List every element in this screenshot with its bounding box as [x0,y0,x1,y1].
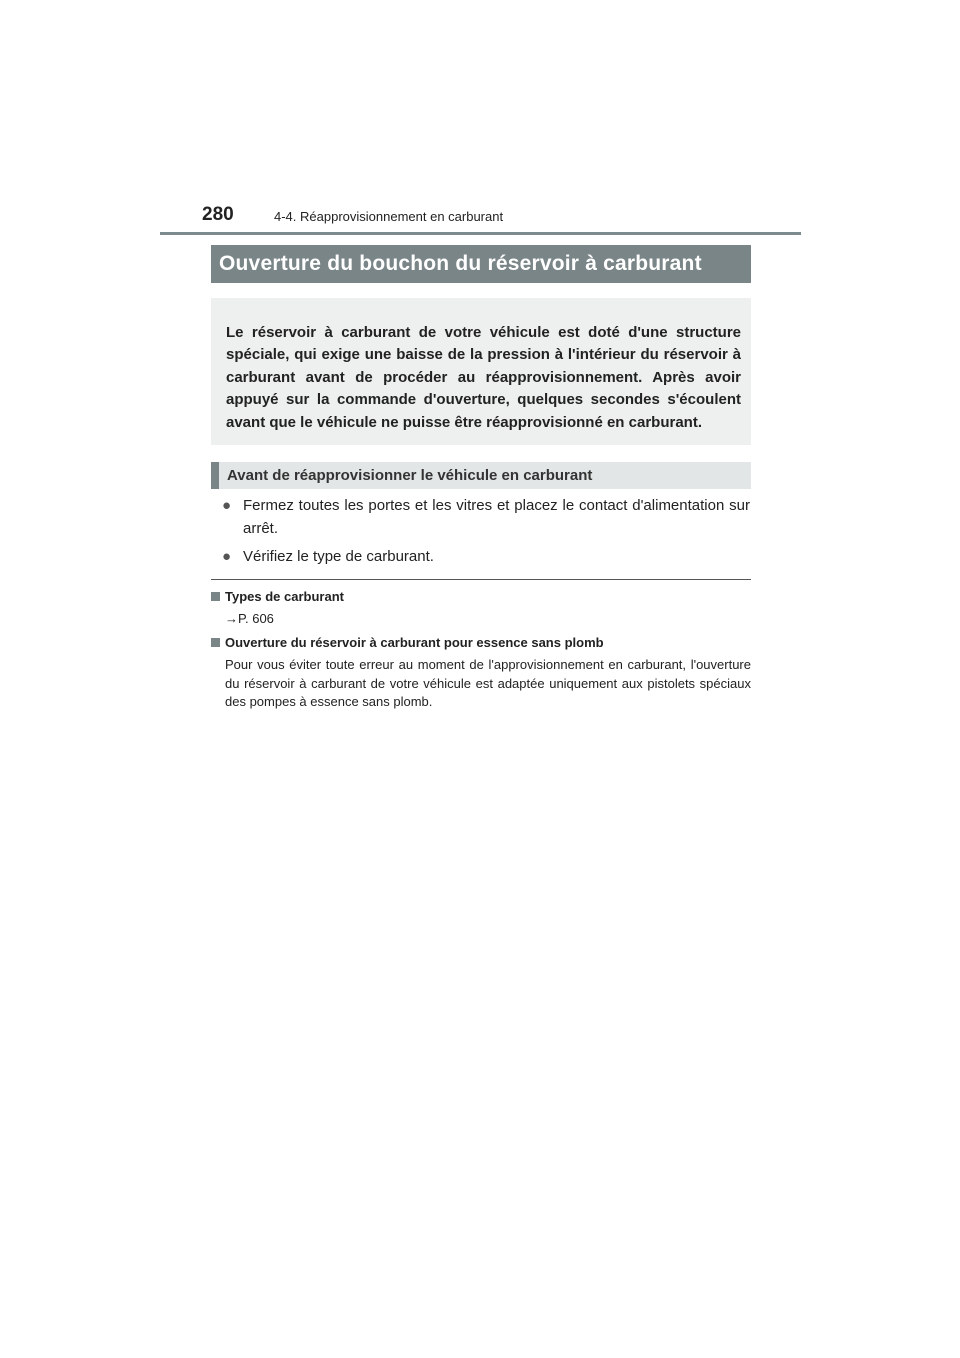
bullet-icon: ● [222,497,232,514]
list-item [222,545,750,568]
intro-text: Le réservoir à carburant de votre véhicule est doté d'une structure spéciale, qui exige une baisse de la pression à l'intérieur du réservoir à carburant avant de procéder au réapprovisionnement. Après avoir appuyé sur la commande d'ouverture, quelques secondes s'écoulent avant que le véhicule ne puisse être réapprovisionné en carburant. [226,324,741,431]
note [211,634,751,712]
page-title: Ouverture du bouchon du réservoir à carburant [211,245,751,283]
subheader-bar [211,462,219,489]
divider [211,579,751,580]
list-item [222,494,750,540]
note-heading [211,588,751,606]
section-title: 4-4. Réapprovisionnement en carburant [274,209,504,224]
subheader-text: Avant de réapprovisionner le véhicule en carburant [227,467,593,484]
note-heading-text: Ouverture du réservoir à carburant pour essence sans plomb [225,635,604,650]
page-number: 280 [202,204,234,225]
square-bullet-icon [211,638,220,647]
note-heading-text: Types de carburant [225,589,344,604]
bullet-icon: ● [222,548,232,565]
note-heading [211,634,751,652]
note-body: Pour vous éviter toute erreur au moment de l'approvisionnement en carburant, l'ouverture du réservoir à carburant de votre véhicule est adaptée uniquement aux pistolets spéciaux des pompes à essence sans plomb. [225,657,751,709]
note [211,588,751,629]
subheader [211,462,751,489]
list-item-text: Vérifiez le type de carburant. [243,548,434,565]
square-bullet-icon [211,592,220,601]
bullet-list [222,494,750,573]
header-rule [160,232,801,235]
page-reference-link[interactable]: →P. 606 [225,611,274,626]
intro-box [211,298,751,445]
list-item-text: Fermez toutes les portes et les vitres et placez le contact d'alimentation sur arrêt. [243,497,750,537]
